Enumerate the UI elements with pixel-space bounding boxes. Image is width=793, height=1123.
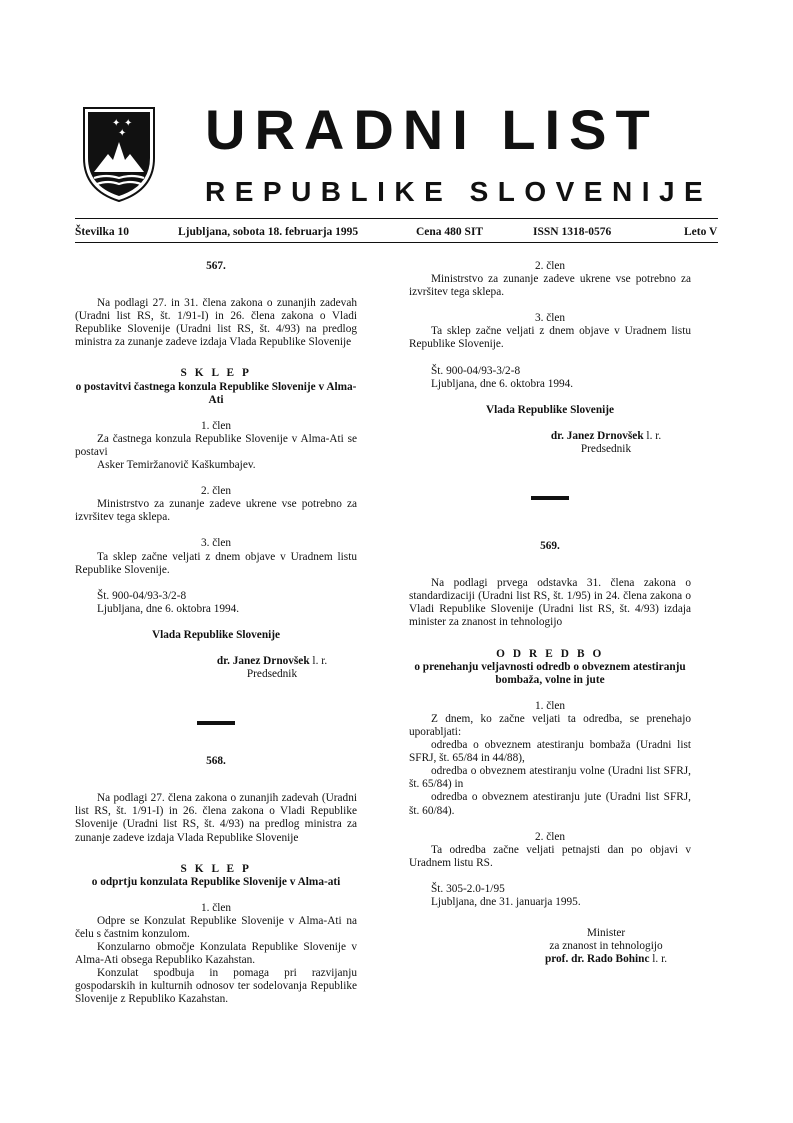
doc-567-art3-text: Ta sklep začne veljati z dnem objave v Uradnem listu Republike Slovenije. — [75, 550, 357, 576]
doc-567-type: S K L E P — [180, 367, 252, 380]
doc-569-signer-suffix: l. r. — [649, 953, 668, 966]
issue-date: Ljubljana, sobota 18. februarja 1995 — [178, 226, 359, 238]
right-column — [409, 260, 691, 966]
issue-year: Leto V — [684, 226, 718, 238]
doc-567-art2-text: Ministrstvo za zunanje zadeve ukrene vse potrebno za izvršitev tega sklepa. — [75, 498, 357, 524]
header-rule-bottom — [75, 242, 718, 243]
doc-569-art1-item-1: odredba o obveznem atestiranju bombaža (Uradni list SFRJ, št. 65/84 in 44/88), — [409, 739, 691, 765]
doc-567-art2-title: 2. člen — [200, 485, 232, 498]
doc-567-signer-suffix: l. r. — [309, 654, 328, 667]
doc-568-art1-p1: Odpre se Konzulat Republike Slovenije v Alma-Ati na čelu s častnim konzulom. — [75, 914, 357, 940]
doc-568-heading: o odprtju konzulata Republike Slovenije v Alma-ati — [91, 875, 341, 888]
doc-568-art2-text: Ministrstvo za zunanje zadeve ukrene vse potrebno za izvršitev tega sklepa. — [409, 273, 691, 299]
doc-569-place-date: Ljubljana, dne 31. januarja 1995. — [431, 896, 581, 908]
issue-issn: ISSN 1318-0576 — [533, 226, 612, 238]
svg-text:✦: ✦ — [118, 128, 127, 139]
doc-567-place-date: Ljubljana, dne 6. oktobra 1994. — [97, 602, 240, 615]
issue-price: Cena 480 SIT — [416, 226, 484, 238]
doc-567-number: 567. — [206, 260, 226, 272]
doc-568-signer-role: Predsednik — [580, 442, 632, 455]
doc-568-art1-p3: Konzulat spodbuja in pomaga pri razvijanju gospodarskih in kulturnih odnosov ter sodelovanja Republike Slovenije z Republiko Kazahstan. — [75, 967, 357, 1006]
doc-568-art3-title: 3. člen — [534, 312, 566, 325]
doc-569-art1-item-2: odredba o obveznem atestiranju volne (Uradni list SFRJ, št. 65/84) in — [409, 765, 691, 791]
doc-569-art2-title: 2. člen — [534, 830, 566, 843]
doc-568-type: S K L E P — [180, 862, 252, 875]
left-column — [75, 260, 357, 1007]
doc-569-signer — [409, 953, 691, 966]
doc-567-issuer: Vlada Republike Slovenije — [151, 628, 281, 641]
doc-567-signer — [75, 655, 357, 668]
doc-568-preamble: Na podlagi 27. člena zakona o zunanjih zadevah (Uradni list RS, št. 1/91-I) in 26. člena zakona o Vladi Republike Slovenije (Uradni list RS, št. 4/93) na predlog ministra za zunanje zadeve izdaja Vlada Republike Slovenije — [75, 792, 357, 844]
doc-569-signer-name: prof. dr. Rado Bohinc — [544, 953, 650, 966]
doc-567-signer-role: Predsednik — [246, 668, 298, 681]
doc-569-number: 569. — [540, 540, 560, 553]
doc-569-preamble: Na podlagi prvega odstavka 31. člena zakona o standardizaciji (Uradni list RS, št. 1/95) in 24. člena zakona o Vladi Republike Slovenije (Uradni list RS, št. 4/93) izdaja minister za znanost in tehnologijo — [409, 577, 691, 629]
doc-567-art1-name: Asker Temiržanovič Kaškumbajev. — [97, 459, 256, 472]
doc-568-number: 568. — [206, 755, 226, 768]
header-rule-top — [75, 218, 718, 219]
issue-number: Številka 10 — [75, 226, 129, 238]
doc-569-art1-item-3: odredba o obveznem atestiranju jute (Uradni list SFRJ, št. 60/84). — [409, 791, 691, 817]
doc-569-reference: Št. 305-2.0-1/95 — [431, 882, 505, 895]
doc-569-signer-role: Minister — [586, 927, 626, 940]
svg-text:✦: ✦ — [112, 118, 121, 129]
doc-568-signer-name: dr. Janez Drnovšek — [550, 429, 644, 442]
doc-567-signer-name: dr. Janez Drnovšek — [216, 654, 310, 667]
doc-567-art1-text: Za častnega konzula Republike Slovenije v Alma-Ati se postavi — [75, 432, 357, 458]
doc-569-signer-dept: za znanost in tehnologijo — [549, 940, 663, 953]
doc-568-place-date: Ljubljana, dne 6. oktobra 1994. — [431, 377, 574, 390]
doc-567-preamble: Na podlagi 27. in 31. člena zakona o zunanjih zadevah (Uradni list RS, št. 1/91-I) in 26. člena zakona o Vladi Republike Slovenije (Uradni list RS, št. 4/93) na predlog ministra za zunanje zadeve izdaja Vlada Republike Slovenije — [75, 297, 357, 349]
doc-567-reference: Št. 900-04/93-3/2-8 — [97, 589, 187, 602]
doc-568-art1-title: 1. člen — [200, 901, 232, 914]
doc-568-reference: Št. 900-04/93-3/2-8 — [431, 364, 521, 377]
doc-568-art2-title: 2. člen — [534, 260, 566, 272]
doc-568-issuer: Vlada Republike Slovenije — [485, 403, 615, 416]
doc-569-art1-intro: Z dnem, ko začne veljati ta odredba, se prenehajo uporabljati: — [409, 712, 691, 738]
svg-text:✦: ✦ — [124, 118, 133, 129]
doc-569-art1-title: 1. člen — [534, 699, 566, 712]
doc-569-type: O D R E D B O — [496, 647, 604, 660]
doc-569-art2-text: Ta odredba začne veljati petnajsti dan po objavi v Uradnem listu RS. — [409, 843, 691, 869]
doc-569-heading: o prenehanju veljavnosti odredb o obveznem atestiranju bombaža, volne in jute — [414, 660, 686, 686]
doc-568-art1-p2: Konzularno območje Konzulata Republike Slovenije v Alma-Ati obsega Republiko Kazahstan. — [75, 941, 357, 967]
coat-of-arms-icon — [80, 104, 158, 204]
doc-567-heading: o postavitvi častnega konzula Republike Slovenije v Alma-Ati — [75, 380, 357, 406]
doc-568-art3-text: Ta sklep začne veljati z dnem objave v Uradnem listu Republike Slovenije. — [409, 325, 691, 351]
doc-567-art3-title: 3. člen — [200, 537, 232, 550]
doc-567-art1-title: 1. člen — [200, 419, 232, 432]
masthead-subtitle: REPUBLIKE SLOVENIJE — [205, 176, 713, 207]
doc-568-signer-suffix: l. r. — [643, 429, 662, 442]
doc-568-signer — [409, 430, 691, 443]
masthead-title: URADNI LIST — [205, 98, 659, 161]
